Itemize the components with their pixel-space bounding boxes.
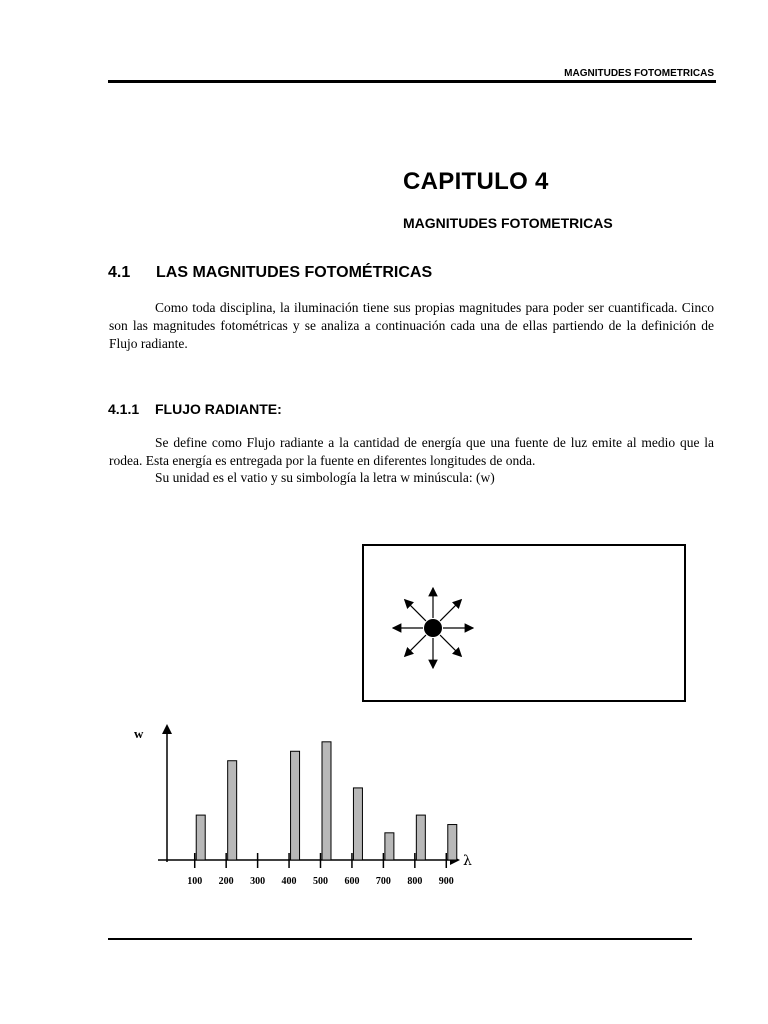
x-tick-label: 600	[344, 876, 360, 887]
radiation-arrow	[440, 600, 461, 621]
chapter-title: CAPITULO 4	[403, 168, 549, 195]
x-tick-label: 400	[281, 876, 297, 887]
y-axis-label: w	[134, 726, 144, 741]
x-tick-label: 300	[250, 876, 266, 887]
subsection-heading	[108, 401, 282, 417]
section-paragraph-text: Como toda disciplina, la iluminación tiene sus propias magnitudes para poder ser cuantificada. Cinco son las magnitudes fotométricas y se analiza a continuación cada una de ellas partiendo de la definición de Flujo radiante.	[109, 300, 714, 351]
header-rule	[108, 80, 716, 83]
x-tick-label: 900	[438, 876, 454, 887]
chapter-subtitle: MAGNITUDES FOTOMETRICAS	[403, 215, 613, 231]
running-header: MAGNITUDES FOTOMETRICAS	[564, 68, 714, 79]
subsection-number: 4.1.1	[108, 401, 140, 417]
section-paragraph	[109, 299, 714, 353]
radiation-arrow	[440, 635, 461, 656]
subsection-title: FLUJO RADIANTE:	[155, 401, 282, 417]
subsection-paragraph-text: Se define como Flujo radiante a la cantidad de energía que una fuente de luz emite al medio que la rodea. Esta energía es entregada por la fuente en diferentes longitudes de onda.	[109, 435, 714, 468]
section-title: LAS MAGNITUDES FOTOMÉTRICAS	[156, 264, 433, 281]
spectral-bar	[291, 751, 300, 860]
spectral-bar	[196, 815, 205, 860]
x-tick-label: 700	[375, 876, 391, 887]
section-number: 4.1	[108, 264, 131, 281]
spectral-bar	[448, 825, 457, 860]
x-tick-label: 500	[313, 876, 328, 887]
spectral-bar	[416, 815, 425, 860]
subsection-paragraph	[109, 434, 714, 470]
unit-paragraph: Su unidad es el vatio y su simbología la letra w minúscula: (w)	[155, 470, 495, 485]
x-tick-label: 800	[407, 876, 423, 887]
spectral-flux-chart	[120, 712, 480, 897]
spectral-bar	[228, 761, 237, 860]
chart-bars	[196, 742, 457, 860]
radiating-point-source-icon	[364, 546, 684, 700]
footer-rule	[108, 938, 692, 940]
section-heading	[108, 264, 432, 282]
spectral-bar	[353, 788, 362, 860]
x-tick-label: 100	[187, 876, 203, 887]
radiation-arrow	[405, 635, 426, 656]
radiation-arrow	[405, 600, 426, 621]
x-tick-label: 200	[218, 876, 234, 887]
x-axis-label: λ	[463, 853, 472, 869]
spectral-bar	[322, 742, 331, 860]
spectral-bar	[385, 833, 394, 860]
light-source-dot	[424, 619, 442, 637]
y-axis-arrow	[162, 724, 172, 734]
radiant-source-figure	[362, 544, 686, 702]
